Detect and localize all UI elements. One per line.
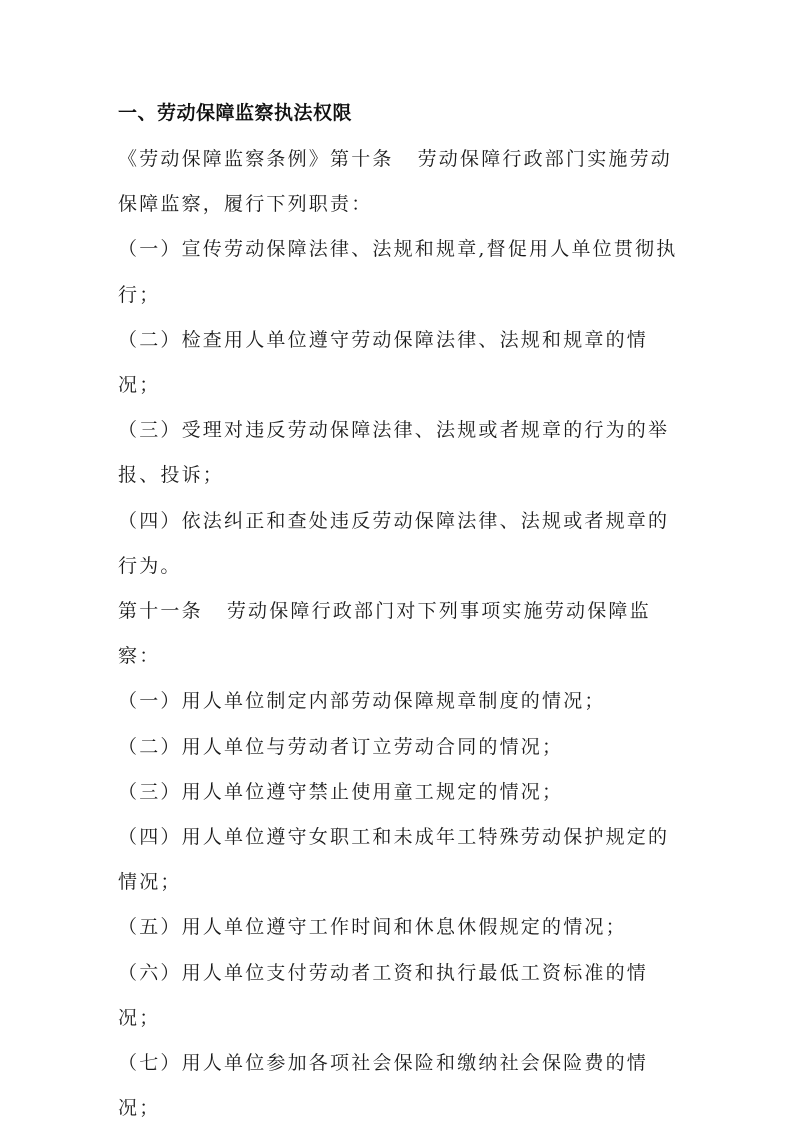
article-11-item-5: （五）用人单位遵守工作时间和休息休假规定的情况；	[118, 916, 627, 939]
article-10-item-1: （一）宣传劳动保障法律、法规和规章,督促用人单位贯彻执行；	[118, 238, 678, 306]
section-heading: 一、劳动保障监察执法权限	[118, 102, 353, 124]
article-11-lead: 第十一条	[118, 600, 203, 623]
article-11-paragraph	[118, 589, 680, 679]
article-10-item-3: （三）受理对违反劳动保障法律、法规或者规章的行为的举报、投诉；	[118, 419, 670, 487]
article-10-lead: 《劳动保障监察条例》第十条	[118, 148, 394, 170]
article-10-item-4: （四）依法纠正和查处违反劳动保障法律、法规或者规章的行为。	[118, 509, 670, 577]
article-10-text: 劳动保障行政部门实施劳动保障监察，履行下列职责：	[118, 148, 673, 216]
document-body	[118, 137, 680, 1131]
article-10-item-2: （二）检查用人单位遵守劳动保障法律、法规和规章的情况；	[118, 328, 649, 397]
article-11-item-3: （三）用人单位遵守禁止使用童工规定的情况；	[118, 780, 564, 803]
article-11-item-1: （一）用人单位制定内部劳动保障规章制度的情况；	[118, 690, 606, 713]
article-11-text: 劳动保障行政部门对下列事项实施劳动保障监察：	[118, 600, 651, 668]
article-11-item-6: （六）用人单位支付劳动者工资和执行最低工资标准的情况；	[118, 961, 649, 1029]
article-11-item-4: （四）用人单位遵守女职工和未成年工特殊劳动保护规定的情况；	[118, 826, 670, 894]
article-11-item-7: （七）用人单位参加各项社会保险和缴纳社会保险费的情况；	[118, 1052, 649, 1120]
article-11-item-2: （二）用人单位与劳动者订立劳动合同的情况；	[118, 735, 564, 758]
article-10-paragraph	[118, 137, 680, 227]
